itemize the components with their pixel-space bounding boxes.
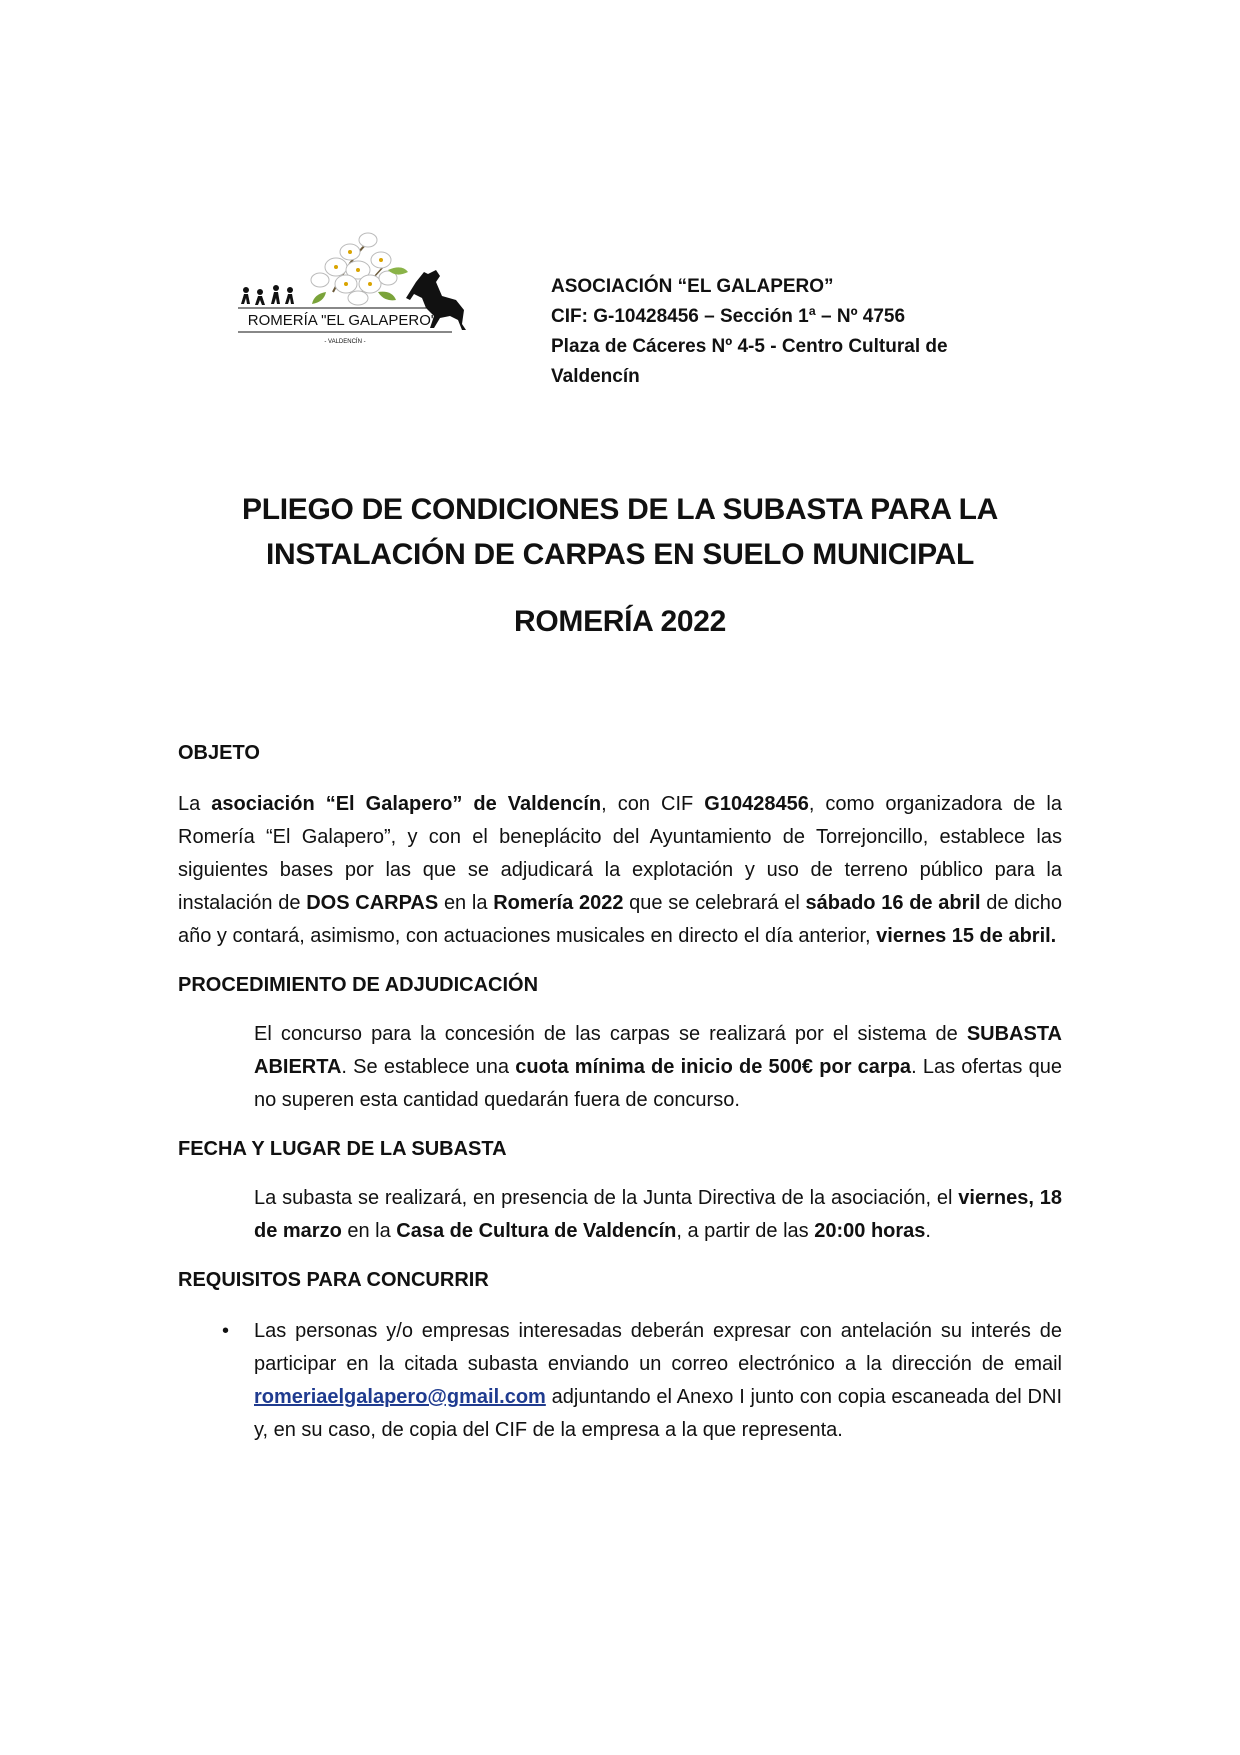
list-item — [178, 1315, 1062, 1447]
section-heading-fecha: FECHA Y LUGAR DE LA SUBASTA — [178, 1138, 507, 1160]
document-title-line1: PLIEGO DE CONDICIONES DE LA SUBASTA PARA LA — [241, 493, 999, 526]
section-heading-procedimiento: PROCEDIMIENTO DE ADJUDICACIÓN — [178, 974, 539, 996]
section-heading-objeto: OBJETO — [178, 742, 260, 764]
association-name: ASOCIACIÓN “EL GALAPERO” — [551, 276, 834, 297]
bullet-icon: • — [222, 1320, 230, 1342]
paragraph-requisitos: Las personas y/o empresas interesadas deberán expresar con antelación su interés de participar en la citada subasta enviando un correo electrónico a la dirección de email romeriaelgalapero@gmail.com adjuntando el Anexo I junto con copia escaneada del DNI y, en su caso, de copia del CIF de la empresa a la que representa. — [254, 1320, 1062, 1441]
association-town: Valdencín — [551, 366, 640, 387]
blossom-cluster — [311, 233, 408, 305]
paragraph-objeto: La asociación “El Galapero” de Valdencín, con CIF G10428456, como organizadora de la Romería “El Galapero”, y con el beneplácito del Ayuntamiento de Torrejoncillo, establece las siguientes bases por las que se adjudicará la explotación y uso de terreno público para la instalación de DOS CARPAS en la Romería 2022 que se celebrará el sábado 16 de abril de dicho año y contará, asimismo, con actuaciones musicales en directo el día anterior, viernes 15 de abril. — [178, 793, 1062, 947]
association-address: Plaza de Cáceres Nº 4-5 - Centro Cultural de — [551, 336, 948, 357]
dancers-figures — [241, 285, 294, 305]
paragraph-fecha: La subasta se realizará, en presencia de la Junta Directiva de la asociación, el viernes, 18 de marzo en la Casa de Cultura de Valdencín, a partir de las 20:00 horas. — [254, 1187, 1062, 1242]
section-heading-requisitos: REQUISITOS PARA CONCURRIR — [178, 1269, 489, 1291]
association-header — [551, 272, 1051, 392]
romeria-logo — [238, 222, 484, 382]
document-title-line3: ROMERÍA 2022 — [513, 605, 727, 638]
paragraph-procedimiento: El concurso para la concesión de las carpas se realizará por el sistema de SUBASTA ABIERTA. Se establece una cuota mínima de inicio de 500€ por carpa. Las ofertas que no superen esta cantidad quedarán fuera de concurso. — [254, 1023, 1063, 1111]
association-cif: CIF: G-10428456 – Sección 1ª – Nº 4756 — [551, 306, 906, 327]
logo-subtext: - VALDENCÍN - — [324, 339, 366, 345]
email-link[interactable]: romeriaelgalapero@gmail.com — [254, 1386, 546, 1408]
document-body — [178, 737, 1062, 1447]
document-title-line2: INSTALACIÓN DE CARPAS EN SUELO MUNICIPAL — [265, 538, 974, 571]
logo-text: ROMERÍA "EL GALAPERO" — [247, 312, 437, 329]
